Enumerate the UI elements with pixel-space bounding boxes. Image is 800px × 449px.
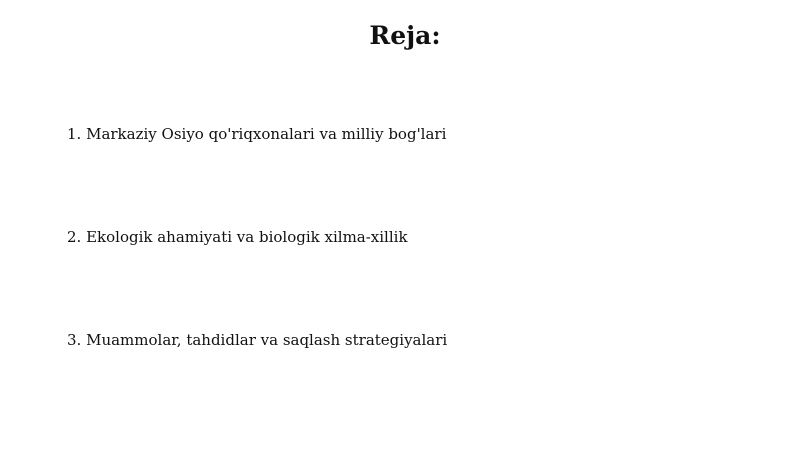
plan-item-3: 3. Muammolar, tahdidlar va saqlash strategiyalari: [67, 331, 448, 349]
plan-item-1: 1. Markaziy Osiyo qo'riqxonalari va milliy bog'lari: [67, 125, 447, 143]
slide-title: Reja:: [369, 21, 441, 50]
plan-item-2: 2. Ekologik ahamiyati va biologik xilma-xillik: [67, 228, 408, 246]
